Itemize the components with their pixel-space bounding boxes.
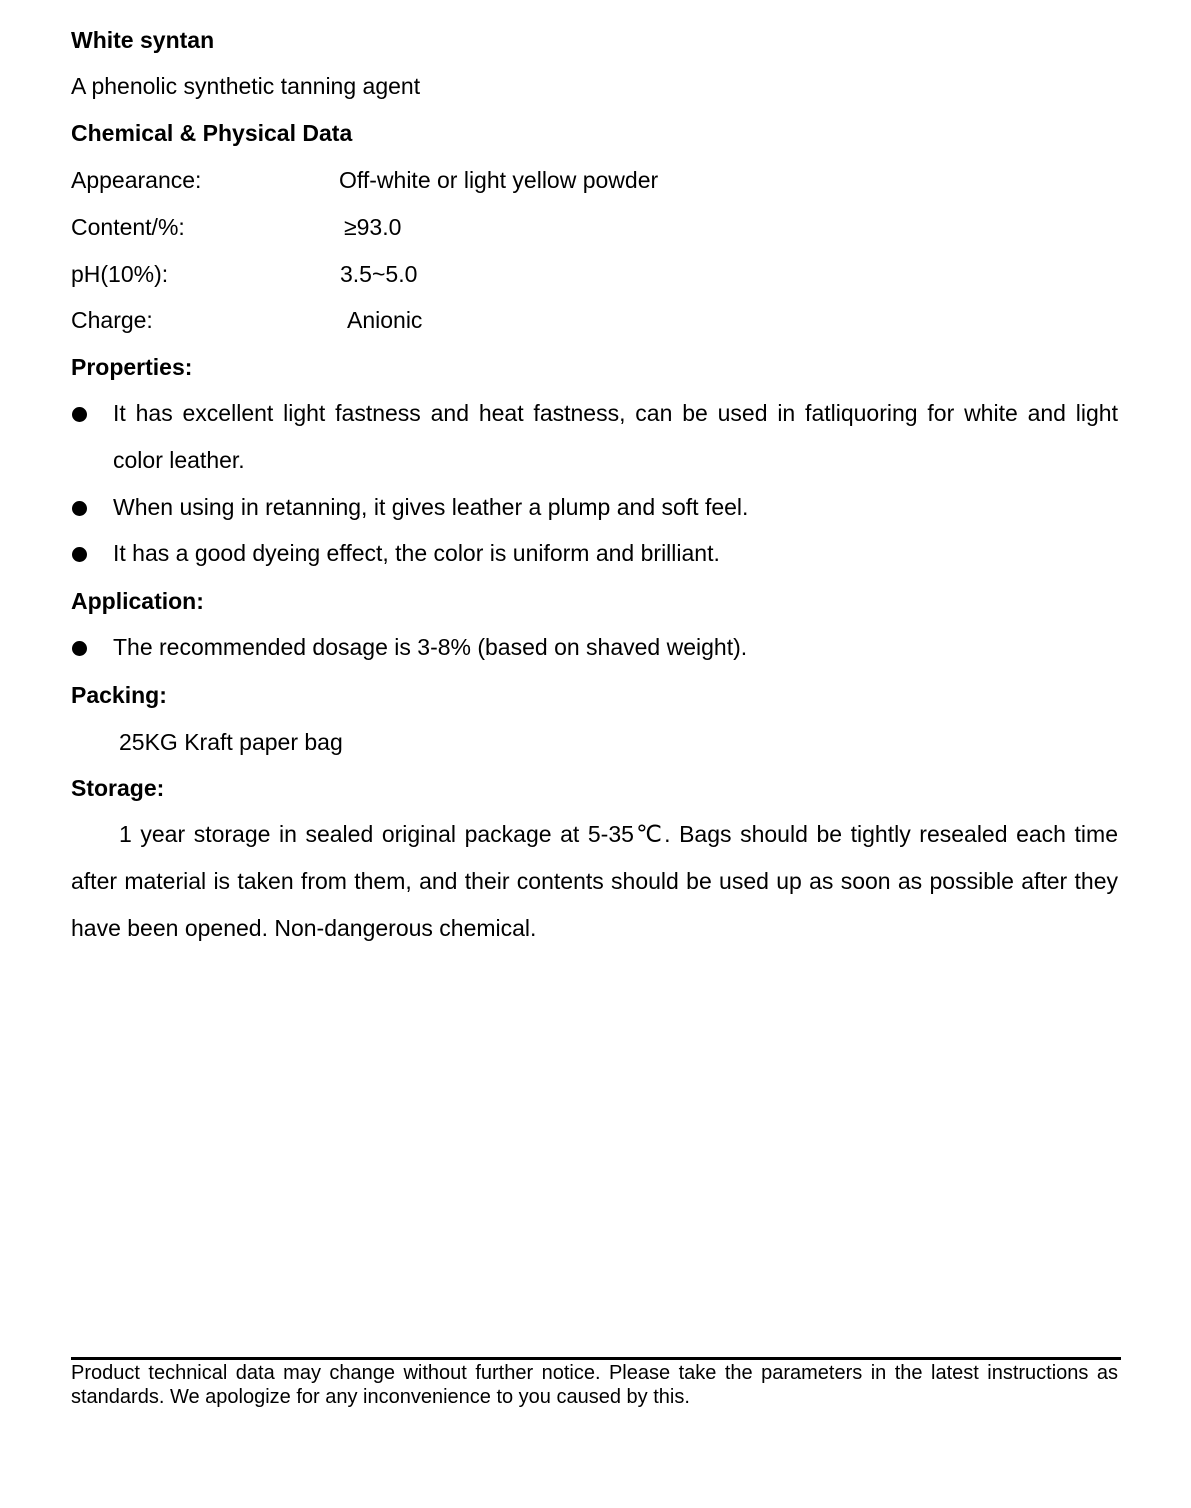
product-name: White syntan xyxy=(71,27,215,53)
bullet-icon xyxy=(72,641,87,656)
list-item xyxy=(71,530,1118,577)
product-description: A phenolic synthetic tanning agent xyxy=(71,73,421,99)
data-label: Appearance: xyxy=(71,167,202,193)
data-value: Off-white or light yellow powder xyxy=(339,167,659,193)
bullet-icon xyxy=(72,407,87,422)
list-item xyxy=(71,624,1118,671)
storage-heading: Storage: xyxy=(71,775,165,801)
bullet-icon xyxy=(72,547,87,562)
bullet-icon xyxy=(72,501,87,516)
packing-heading: Packing: xyxy=(71,682,167,708)
list-item xyxy=(71,390,1118,484)
chemical-data-heading: Chemical & Physical Data xyxy=(71,120,353,146)
list-item xyxy=(71,484,1118,531)
footer-divider xyxy=(71,1357,1121,1360)
data-value: Anionic xyxy=(347,307,423,333)
data-label: Charge: xyxy=(71,307,153,333)
footer-disclaimer: Product technical data may change without further notice. Please take the parameters in the latest instructions as standards. We apologize for any inconvenience to you caused by this. xyxy=(71,1362,1118,1408)
list-item-text: When using in retanning, it gives leather a plump and soft feel. xyxy=(113,494,749,520)
storage-text: 1 year storage in sealed original package at 5-35℃. Bags should be tightly resealed each time after material is taken from them, and their contents should be used up as soon as possible after they have been opened. Non-dangerous chemical. xyxy=(71,821,1118,941)
list-item-text: The recommended dosage is 3-8% (based on shaved weight). xyxy=(113,634,748,660)
data-value: 3.5~5.0 xyxy=(340,261,418,287)
properties-heading: Properties: xyxy=(71,354,193,380)
packing-text: 25KG Kraft paper bag xyxy=(119,729,343,755)
data-value: ≥93.0 xyxy=(344,214,402,240)
list-item-text: It has excellent light fastness and heat fastness, can be used in fatliquoring for white and light color leather. xyxy=(113,400,1118,473)
data-label: pH(10%): xyxy=(71,261,169,287)
application-heading: Application: xyxy=(71,588,204,614)
data-label: Content/%: xyxy=(71,214,185,240)
list-item-text: It has a good dyeing effect, the color is uniform and brilliant. xyxy=(113,540,720,566)
